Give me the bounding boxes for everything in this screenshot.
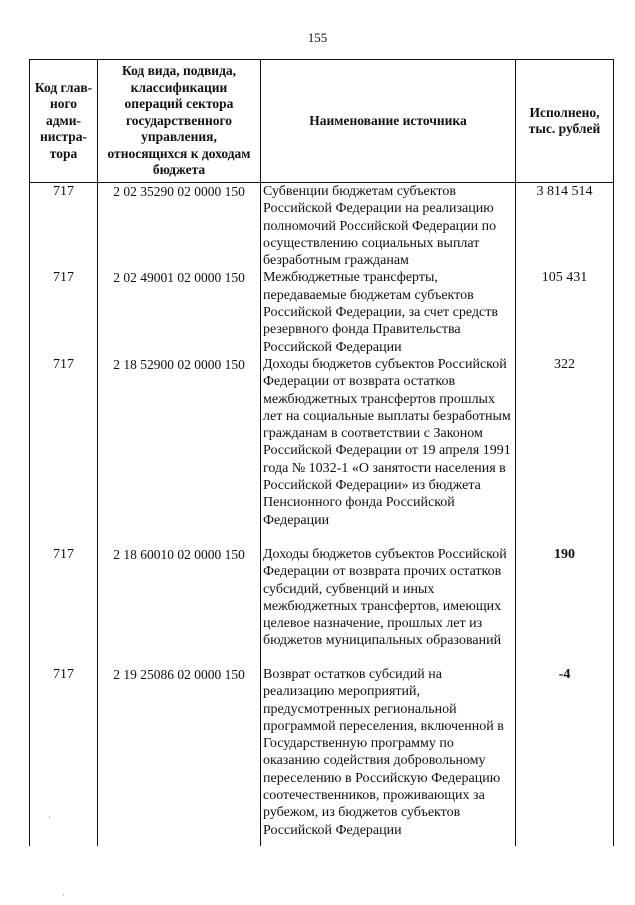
classification-code-cell: 2 18 52900 02 0000 150 [98, 356, 261, 546]
admin-code-cell: 717 [30, 666, 98, 846]
table-row [30, 546, 614, 666]
source-name-cell: Межбюджетные трансферты, передаваемые бюджетам субъектов Российской Федерации, за счет средств резервного фонда Правительства Российской Федерации [261, 269, 516, 355]
admin-code-cell: 717 [30, 269, 98, 355]
header-amount: Исполнено, тыс. рублей [516, 60, 614, 183]
revenue-sources-table [29, 59, 614, 846]
amount-cell: 190 [516, 546, 614, 666]
source-name-cell: Доходы бюджетов субъектов Российской Федерации от возврата прочих остатков субсидий, субвенций и иных межбюджетных трансфертов, имеющих целевое назначение, прошлых лет из бюджетов муниципальных образований [261, 546, 516, 666]
header-source-name: Наименование источника [261, 60, 516, 183]
classification-code-cell: 2 02 49001 02 0000 150 [98, 269, 261, 355]
admin-code-cell: 717 [30, 356, 98, 546]
table-row [30, 183, 614, 270]
table-header-row [30, 60, 614, 183]
table-row [30, 666, 614, 846]
header-admin-code: Код глав-ного адми-нистра-тора [30, 60, 98, 183]
source-name-cell: Возврат остатков субсидий на реализацию мероприятий, предусмотренных региональной программой переселения, включенной в Государственную программу по оказанию содействия добровольному переселению в Российскую Федерацию соотечественников, проживающих за рубежом, из бюджетов субъектов Российской Федерации [261, 666, 516, 846]
classification-code-cell: 2 02 35290 02 0000 150 [98, 183, 261, 270]
admin-code-cell: 717 [30, 546, 98, 666]
scan-speck: · [62, 890, 65, 900]
scan-speck: · [48, 812, 51, 822]
source-name-cell: Субвенции бюджетам субъектов Российской Федерации на реализацию полномочий Российской Федерации по осуществлению социальных выплат безработным гражданам [261, 183, 516, 270]
page-number: 155 [307, 30, 328, 45]
amount-cell: -4 [516, 666, 614, 846]
amount-cell: 105 431 [516, 269, 614, 355]
source-name-cell: Доходы бюджетов субъектов Российской Федерации от возврата остатков межбюджетных трансфертов прошлых лет на социальные выплаты безработным гражданам в соответствии с Законом Российской Федерации от 19 апреля 1991 года № 1032-1 «О занятости населения в Российской Федерации» из бюджета Пенсионного фонда Российской Федерации [261, 356, 516, 546]
table-row [30, 269, 614, 355]
amount-cell: 3 814 514 [516, 183, 614, 270]
classification-code-cell: 2 19 25086 02 0000 150 [98, 666, 261, 846]
header-classification-code: Код вида, подвида, классификации операций сектора государственного управления, относящихся к доходам бюджета [98, 60, 261, 183]
amount-cell: 322 [516, 356, 614, 546]
classification-code-cell: 2 18 60010 02 0000 150 [98, 546, 261, 666]
admin-code-cell: 717 [30, 183, 98, 270]
table-row [30, 356, 614, 546]
